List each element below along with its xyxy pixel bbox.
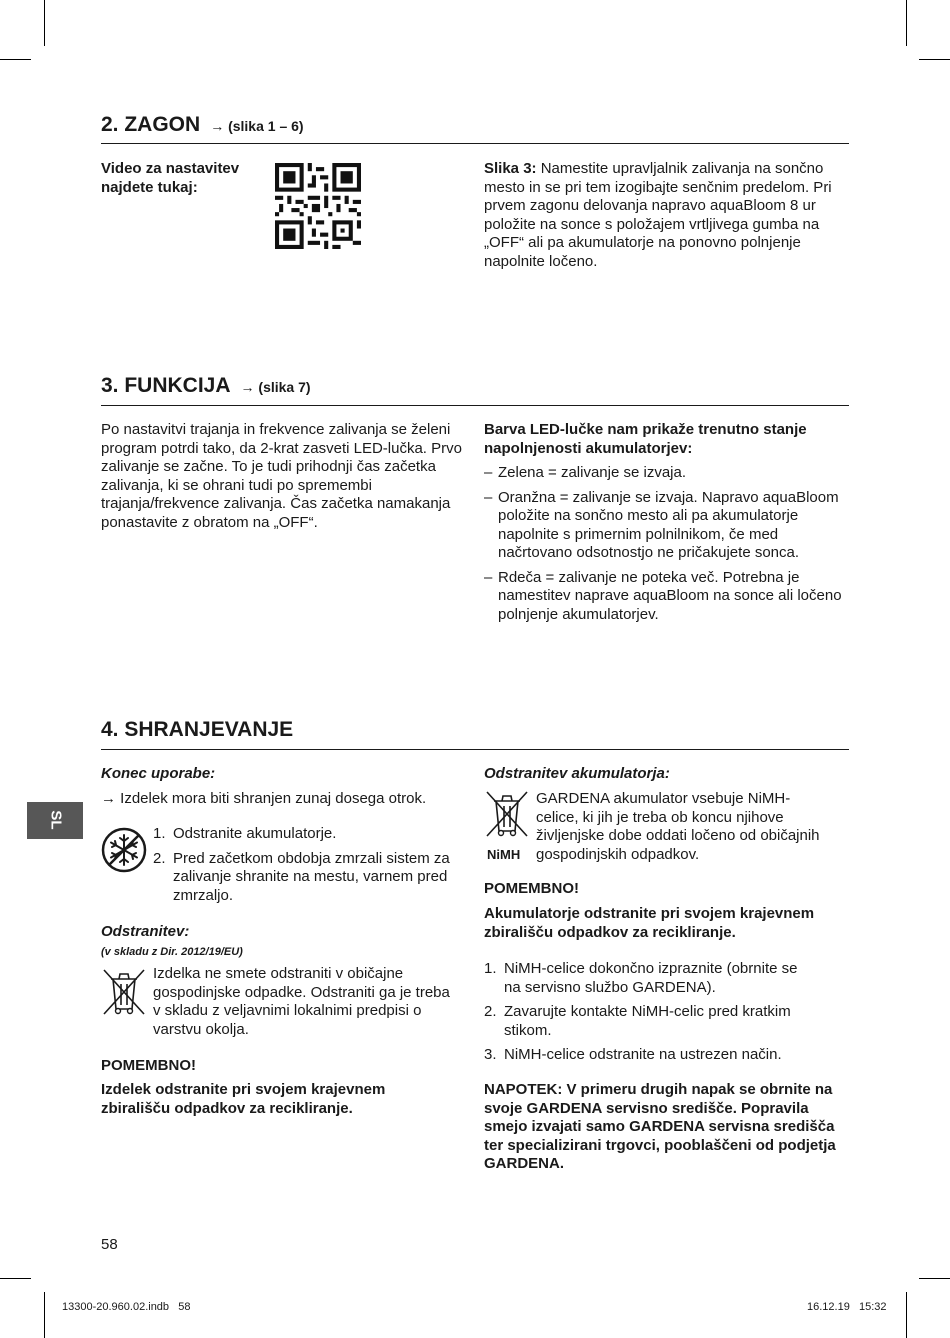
crossed-bin-icon	[484, 789, 530, 839]
odstranitev-text: Izdelka ne smete odstraniti v običajne gospodinjske odpadke. Odstraniti ga je treba v skladu z veljavnimi lokalnimi predpisi o varstvu okolja.	[153, 965, 450, 1038]
crop-mark	[0, 59, 31, 60]
list-item: – Oranžna = zalivanje se izvaja. Napravo aquaBloom položite na sončno mesto ali pa akumulatorje napolnite s primernim polnilnikom, če med načrtovano odsotnostjo ne pričakujete sonca.	[484, 488, 839, 561]
list-item: 1. Odstranite akumulatorje.	[153, 825, 337, 842]
konec-text: → Izdelek mora biti shranjen zunaj dosega otrok.	[101, 790, 427, 807]
section-3-rule	[101, 405, 849, 406]
video-label: Video za nastavitev najdete tukaj:	[101, 160, 240, 196]
section-2-ref: → (slika 1 – 6)	[210, 118, 304, 134]
page-number: 58	[101, 1236, 118, 1253]
right-bold-note: Akumulatorje odstranite pri svojem krajevnem zbirališču odpadkov za recikliranje.	[484, 905, 815, 941]
section-3-heading	[101, 373, 311, 400]
crossed-bin-icon	[101, 967, 147, 1017]
pomembno-left: POMEMBNO!	[101, 1057, 196, 1074]
section-4-title: 4. SHRANJEVANJE	[101, 718, 294, 741]
akum-steps	[484, 960, 814, 1065]
section-3-ref: → (slika 7)	[240, 379, 311, 395]
slika3-label: Slika 3:	[484, 160, 537, 177]
list-item: – Rdeča = zalivanje ne poteka več. Potrebna je namestitev naprave aquaBloom na sonce ali ločeno polnjenje akumulatorjev.	[484, 568, 842, 623]
storage-steps	[153, 825, 453, 905]
slika3-paragraph	[484, 160, 850, 271]
funkcija-text: Po nastavitvi trajanja in frekvence zalivanja se želeni program potrdi tako, da 2-krat zasveti LED-lučka. Prvo zalivanje se začne. To je tudi prihodnji čas začetka zalivanja, ki se ohrani tudi po spremembi trajanja/frekvence zalivanja. Čas začetka namakanja ponastavite z obratom na „OFF“.	[101, 421, 462, 531]
konec-heading: Konec uporabe:	[101, 765, 216, 782]
crop-mark	[44, 1292, 45, 1338]
list-item: – Zelena = zalivanje se izvaja.	[484, 464, 687, 481]
napotek-note: NAPOTEK: V primeru drugih napak se obrnite na svoje GARDENA servisno središče. Popravila smejo izvajati samo GARDENA servisna središča ter specializirani trgovci, pooblaščeni od podjetja GARDENA.	[484, 1081, 836, 1172]
odstranitev-sub: (v skladu z Dir. 2012/19/EU)	[101, 946, 243, 958]
crop-mark	[919, 1278, 950, 1279]
left-bold-note: Izdelek odstranite pri svojem krajevnem zbirališču odpadkov za recikliranje.	[101, 1081, 386, 1117]
crop-mark	[906, 0, 907, 46]
footer-file: 13300-20.960.02.indb 58	[62, 1301, 191, 1313]
list-item: 2. Zavarujte kontakte NiMH-celic pred kratkim stikom.	[484, 1003, 791, 1039]
akum-heading: Odstranitev akumulatorja:	[484, 765, 670, 782]
list-item: 2. Pred začetkom obdobja zmrzali sistem za zalivanje shranite na mestu, varnem pred zmrzaljo.	[153, 849, 450, 904]
crop-mark	[44, 0, 45, 46]
section-2-title: 2. ZAGON	[101, 113, 201, 136]
footer-date: 16.12.19 15:32	[807, 1301, 887, 1313]
section-2-rule	[101, 143, 849, 144]
akum-text: GARDENA akumulator vsebuje NiMH-celice, ki jih je treba ob koncu njihove življenjske dobe oddati ločeno od običajnih gospodinjskih odpadkov.	[536, 790, 820, 863]
language-tab: SL	[27, 802, 83, 839]
nimh-label: NiMH	[487, 847, 521, 862]
crop-mark	[906, 1292, 907, 1338]
pomembno-right: POMEMBNO!	[484, 880, 579, 897]
odstranitev-heading: Odstranitev:	[101, 923, 190, 940]
crop-mark	[0, 1278, 31, 1279]
slika3-text: Namestite upravljalnik zalivanja na sončno mesto in se pri tem izogibajte senčnim predelom. Pri prvem zagonu delovanja napravo aquaBloom 8 ur položite na sonce s položajem vrtljivega gumba na „OFF“ ali pa akumulatorje na ponovno polnjenje napolnite ločeno.	[484, 160, 832, 270]
led-block	[484, 421, 850, 624]
section-4-rule	[101, 749, 849, 750]
section-4-heading	[101, 717, 293, 743]
list-item: 1. NiMH-celice dokončno izpraznite (obrnite se na servisno službo GARDENA).	[484, 960, 798, 996]
list-item: 3. NiMH-celice odstranite na ustrezen način.	[484, 1046, 782, 1063]
section-3-title: 3. FUNKCIJA	[101, 374, 231, 397]
frost-protection-icon	[101, 827, 147, 873]
section-2-heading	[101, 112, 304, 139]
crop-mark	[919, 59, 950, 60]
led-heading: Barva LED-lučke nam prikaže trenutno stanje napolnjenosti akumulatorjev:	[484, 421, 807, 457]
qr-code[interactable]	[275, 163, 361, 249]
